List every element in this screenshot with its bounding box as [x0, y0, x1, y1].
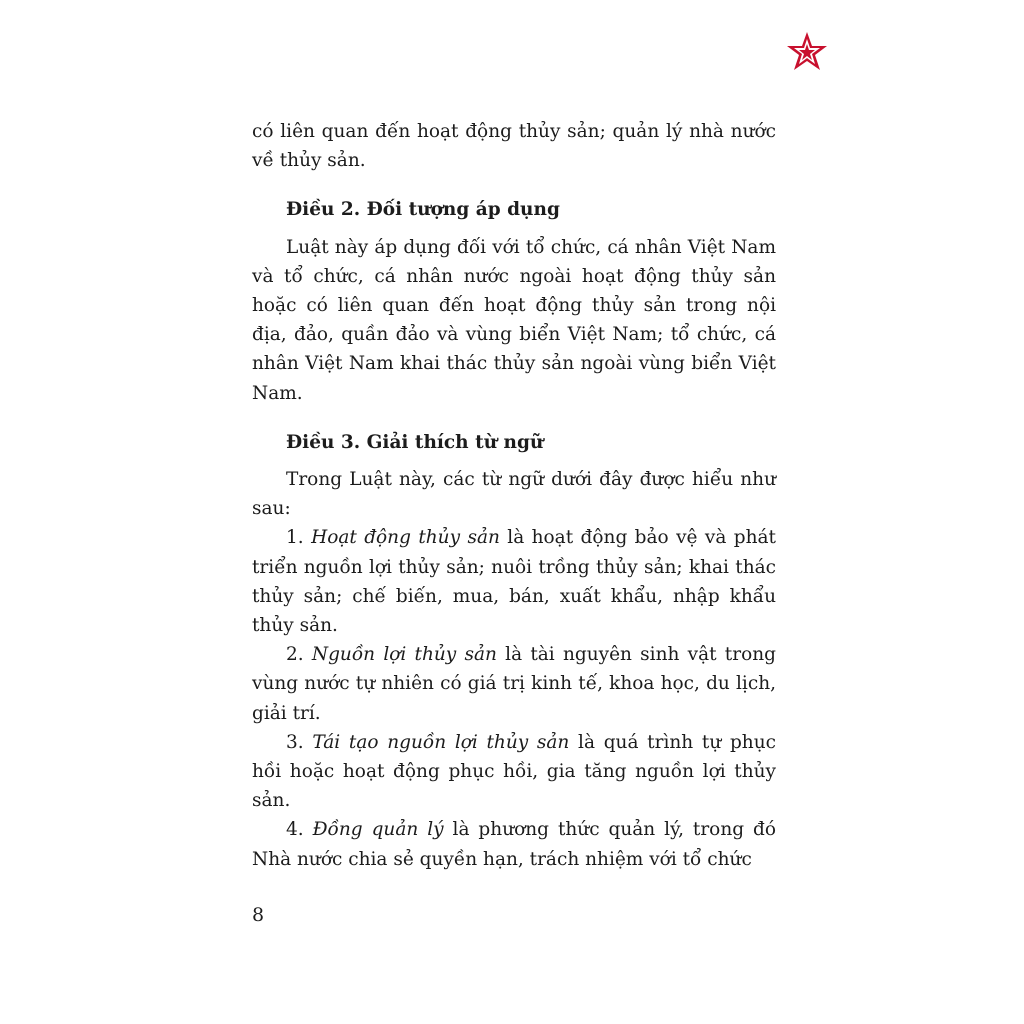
article-3-heading: Điều 3. Giải thích từ ngữ	[286, 431, 544, 453]
page-number: 8	[252, 904, 265, 926]
article-2-body: Luật này áp dụng đối với tổ chức, cá nhân Việt Nam và tổ chức, cá nhân nước ngoài hoạt động thủy sản hoặc có liên quan đến hoạt động thủy sản trong nội địa, đảo, quần đảo và vùng biển Việt Nam; tổ chức, cá nhân Việt Nam khai thác thủy sản ngoài vùng biển Việt Nam.	[252, 236, 776, 404]
definition-item-3	[252, 728, 776, 816]
definition-number: 4.	[286, 819, 304, 841]
article-2-heading: Điều 2. Đối tượng áp dụng	[286, 199, 560, 221]
definition-text: là hoạt động bảo vệ và phát triển nguồn lợi thủy sản; nuôi trồng thủy sản; khai thác thủy sản; chế biến, mua, bán, xuất khẩu, nhập khẩu thủy sản.	[252, 527, 776, 637]
definition-item-2	[252, 640, 776, 728]
definition-text: là tài nguyên sinh vật trong vùng nước tự nhiên có giá trị kinh tế, khoa học, du lịch, giải trí.	[252, 644, 776, 724]
page-text	[252, 117, 776, 874]
continuation-paragraph: có liên quan đến hoạt động thủy sản; quản lý nhà nước về thủy sản.	[252, 121, 776, 172]
definition-item-1	[252, 523, 776, 640]
definition-number: 3.	[286, 731, 304, 753]
definition-number: 1.	[286, 527, 304, 549]
definition-term: Nguồn lợi thủy sản	[311, 644, 497, 666]
definition-term: Hoạt động thủy sản	[311, 527, 500, 549]
definition-text: là phương thức quản lý, trong đó Nhà nước chia sẻ quyền hạn, trách nhiệm với tổ chức	[252, 819, 777, 870]
definition-number: 2.	[286, 644, 304, 666]
article-3-intro: Trong Luật này, các từ ngữ dưới đây được hiểu như sau:	[252, 469, 776, 520]
definition-term: Đồng quản lý	[312, 819, 444, 841]
publisher-star-logo-icon	[784, 30, 830, 76]
definition-text: là quá trình tự phục hồi hoặc hoạt động phục hồi, gia tăng nguồn lợi thủy sản.	[252, 731, 776, 812]
definition-term: Tái tạo nguồn lợi thủy sản	[312, 731, 570, 753]
definition-item-4	[252, 815, 776, 873]
